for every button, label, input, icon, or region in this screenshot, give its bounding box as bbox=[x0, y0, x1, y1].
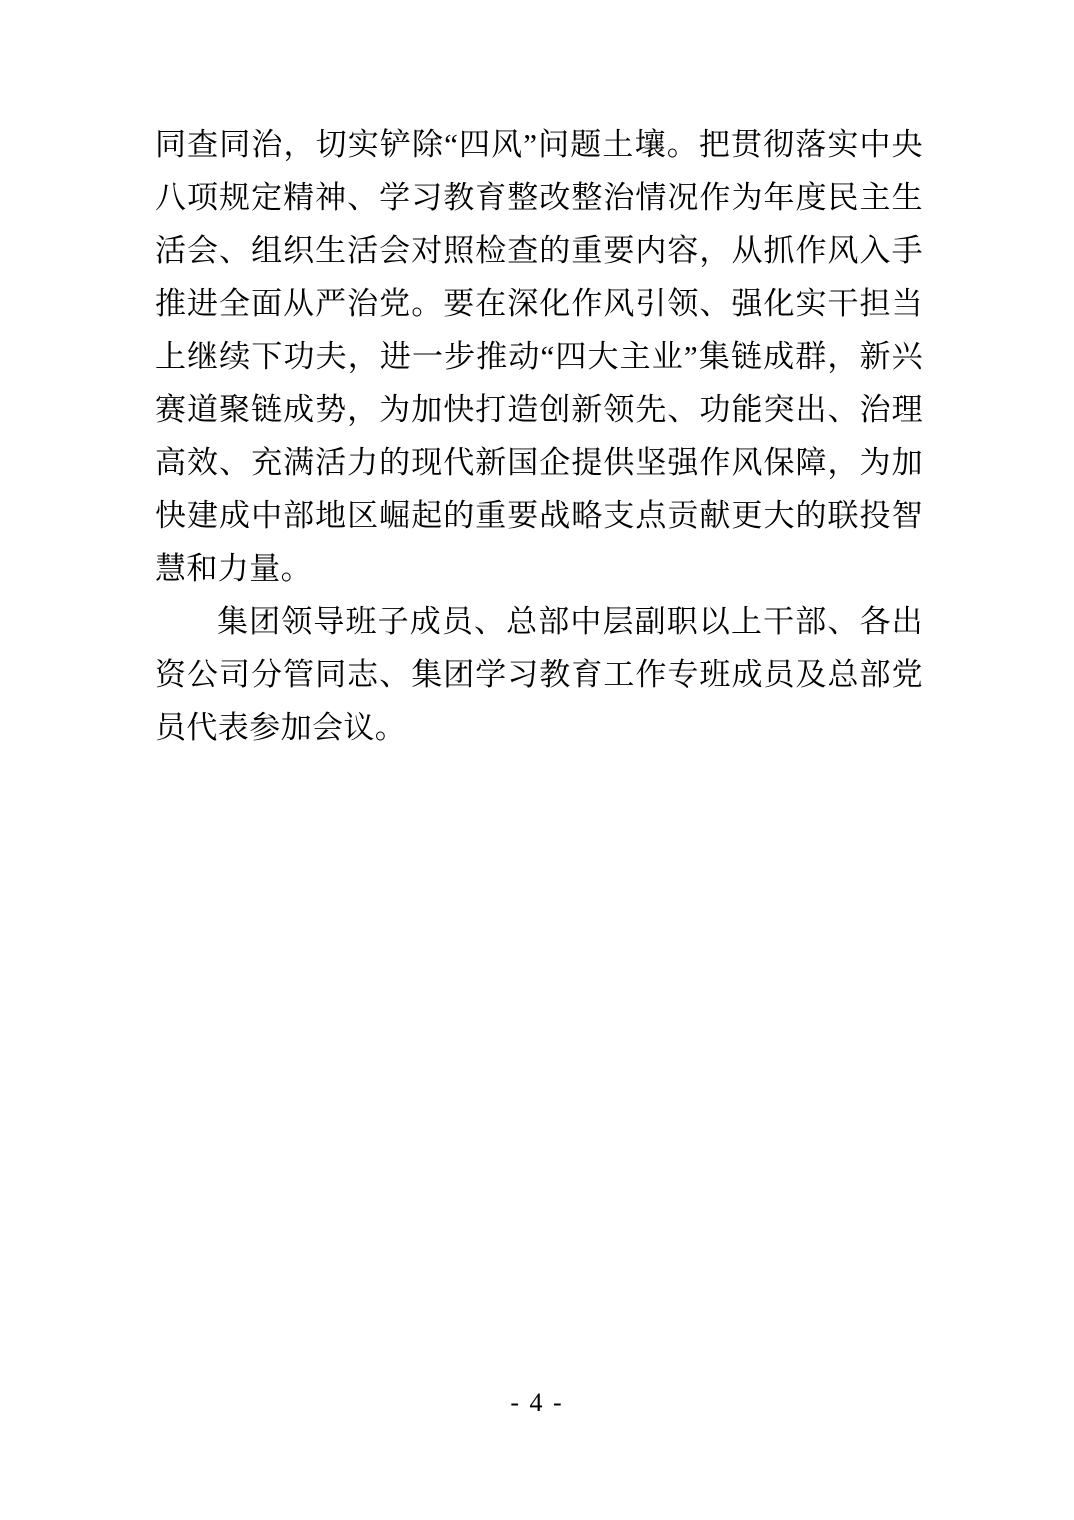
paragraph-continuation: 同查同治，切实铲除“四风”问题土壤。把贯彻落实中央八项规定精神、学习教育整改整治情况作为年度民主生活会、组织生活会对照检查的重要内容，从抓作风入手推进全面从严治党。要在深化作风引领、强化实干担当上继续下功夫，进一步推动“四大主业”集链成群，新兴赛道聚链成势，为加快打造创新领先、功能突出、治理高效、充满活力的现代新国企提供坚强作风保障，为加快建成中部地区崛起的重要战略支点贡献更大的联投智慧和力量。 bbox=[155, 127, 923, 586]
paragraph-attendees: 集团领导班子成员、总部中层副职以上干部、各出资公司分管同志、集团学习教育工作专班成员及总部党员代表参加会议。 bbox=[155, 604, 923, 745]
document-body bbox=[155, 118, 923, 754]
page-number: - 4 - bbox=[510, 1388, 564, 1417]
